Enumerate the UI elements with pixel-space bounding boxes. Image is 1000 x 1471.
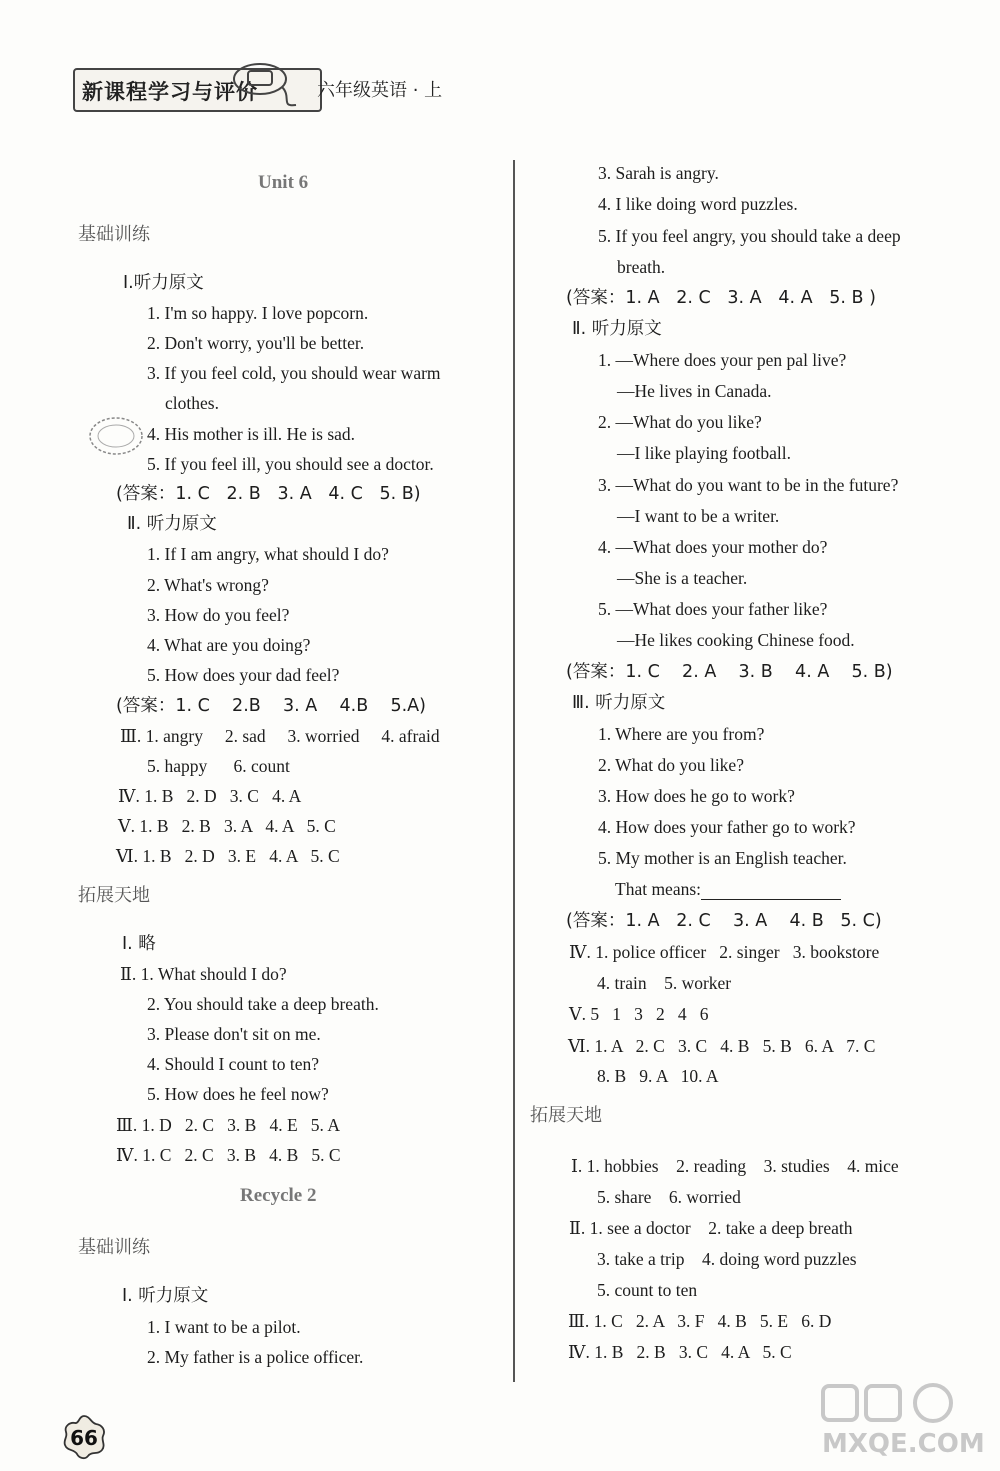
answer-line: Ⅱ. 1. see a doctor 2. take a deep breath (569, 1218, 853, 1238)
page-number-text: 66 (70, 1426, 98, 1450)
answer-blank (701, 881, 841, 900)
section-title: Ⅲ. 听力原文 (572, 693, 666, 713)
section-title: Ⅱ. 听力原文 (572, 319, 662, 339)
answer-line: Ⅵ. 1. B 2. D 3. E 4. A 5. C (116, 846, 340, 866)
section-title: Ⅱ. 听力原文 (127, 514, 217, 534)
answer-line: 3. take a trip 4. doing word puzzles (597, 1249, 857, 1269)
answer-line: 4. train 5. worker (597, 973, 732, 993)
recycle-title: Recycle 2 (240, 1185, 317, 1206)
answer-line: 5. happy 6. count (147, 756, 290, 776)
list-item: clothes. (165, 393, 219, 413)
answer-line: 5. share 6. worried (597, 1187, 741, 1207)
list-item: 3. Please don't sit on me. (147, 1024, 321, 1044)
list-item: 2. —What do you like? (598, 412, 762, 432)
list-item: 4. I like doing word puzzles. (598, 194, 798, 214)
answer-line: Ⅳ. 1. police officer 2. singer 3. bookstore (569, 942, 880, 962)
list-item: 4. Should I count to ten? (147, 1054, 320, 1074)
answer-line: 8. B 9. A 10. A (597, 1066, 719, 1086)
list-item: 3. How do you feel? (147, 605, 290, 625)
list-item: 2. What do you like? (598, 755, 744, 775)
list-item: 3. If you feel cold, you should wear warm (147, 363, 441, 383)
answer-line: Ⅰ. 1. hobbies 2. reading 3. studies 4. mice (571, 1156, 899, 1176)
list-item: Ⅱ. 1. What should I do? (120, 964, 287, 984)
list-item: 5. If you feel angry, you should take a deep (598, 226, 901, 246)
list-item: breath. (617, 257, 666, 277)
means-label: That means: (615, 879, 702, 899)
answer-line: (答案：1. A 2. C 3. A 4. A 5. B ) (566, 288, 876, 308)
answer-line: (答案：1. C 2. B 3. A 4. C 5. B) (116, 484, 421, 504)
list-item: —He likes cooking Chinese food. (617, 630, 855, 650)
list-item: 1. —Where does your pen pal live? (598, 350, 847, 370)
section-heading-extension-2: 拓展天地 (530, 1105, 602, 1126)
list-item: 1. I'm so happy. I love popcorn. (147, 303, 369, 323)
list-item: —I like playing football. (617, 443, 791, 463)
watermark-icon (818, 1380, 988, 1465)
list-item: 3. Sarah is angry. (598, 163, 719, 183)
list-item: —She is a teacher. (617, 568, 748, 588)
list-item: 4. What are you doing? (147, 635, 311, 655)
list-item: 3. —What do you want to be in the future? (598, 475, 899, 495)
answer-line: Ⅲ. 1. angry 2. sad 3. worried 4. afraid (120, 726, 440, 746)
list-item: 1. I want to be a pilot. (147, 1317, 301, 1337)
column-divider (513, 160, 515, 1382)
answer-line: (答案：1. A 2. C 3. A 4. B 5. C) (566, 911, 882, 931)
section-heading-extension: 拓展天地 (78, 885, 150, 906)
list-item: 2. You should take a deep breath. (147, 994, 379, 1014)
list-item: 2. What's wrong? (147, 575, 269, 595)
answer-line: Ⅴ. 1. B 2. B 3. A 4. A 5. C (118, 816, 336, 836)
page-number (60, 1413, 108, 1461)
list-item: 4. —What does your mother do? (598, 537, 828, 557)
list-item (615, 878, 841, 900)
answer-line: (答案：1. C 2. A 3. B 4. A 5. B) (566, 662, 893, 682)
list-item: 2. Don't worry, you'll be better. (147, 333, 365, 353)
answer-line: Ⅳ. 1. C 2. C 3. B 4. B 5. C (116, 1145, 341, 1165)
section-title: Ⅰ. 听力原文 (122, 1286, 209, 1306)
list-item: 5. If you feel ill, you should see a doctor. (147, 454, 434, 474)
list-item: 4. How does your father go to work? (598, 817, 856, 837)
section-heading-basic: 基础训练 (78, 224, 150, 245)
section-title: Ⅰ.听力原文 (123, 273, 204, 293)
list-item: 2. My father is a police officer. (147, 1347, 364, 1367)
list-item: 5. My mother is an English teacher. (598, 848, 847, 868)
list-item: 5. How does your dad feel? (147, 665, 340, 685)
watermark-logo (818, 1380, 988, 1470)
list-item: 3. How does he go to work? (598, 786, 795, 806)
list-item: 5. How does he feel now? (147, 1084, 329, 1104)
list-item: 4. His mother is ill. He is sad. (147, 424, 356, 444)
answer-line: Ⅳ. 1. B 2. D 3. C 4. A (118, 786, 302, 806)
stamp-icon (88, 415, 144, 457)
list-item: —He lives in Canada. (617, 381, 772, 401)
section-heading-basic-2: 基础训练 (78, 1237, 150, 1258)
answer-line: Ⅳ. 1. B 2. B 3. C 4. A 5. C (568, 1342, 792, 1362)
page-header (60, 55, 460, 125)
watermark-text: MXQE.COM (822, 1429, 985, 1459)
answer-line: (答案：1. C 2.B 3. A 4.B 5.A) (116, 696, 426, 716)
answer-line: Ⅲ. 1. D 2. C 3. B 4. E 5. A (116, 1115, 340, 1135)
answer-line: Ⅴ. 5 1 3 2 4 6 (569, 1004, 709, 1024)
telephone-icon (220, 57, 300, 112)
list-item: 5. —What does your father like? (598, 599, 828, 619)
list-item: 1. If I am angry, what should I do? (147, 544, 389, 564)
answer-line: Ⅲ. 1. C 2. A 3. F 4. B 5. E 6. D (568, 1311, 832, 1331)
book-subtitle: 六年级英语 · 上 (317, 80, 443, 101)
list-item: —I want to be a writer. (617, 506, 780, 526)
answer-line: Ⅵ. 1. A 2. C 3. C 4. B 5. B 6. A 7. C (568, 1036, 876, 1056)
book-title: 新课程学习与评价 (82, 80, 258, 104)
answer-line: 5. count to ten (597, 1280, 698, 1300)
unit-title: Unit 6 (258, 172, 309, 193)
list-item: 1. Where are you from? (598, 724, 765, 744)
answer-line: Ⅰ. 略 (122, 934, 156, 954)
